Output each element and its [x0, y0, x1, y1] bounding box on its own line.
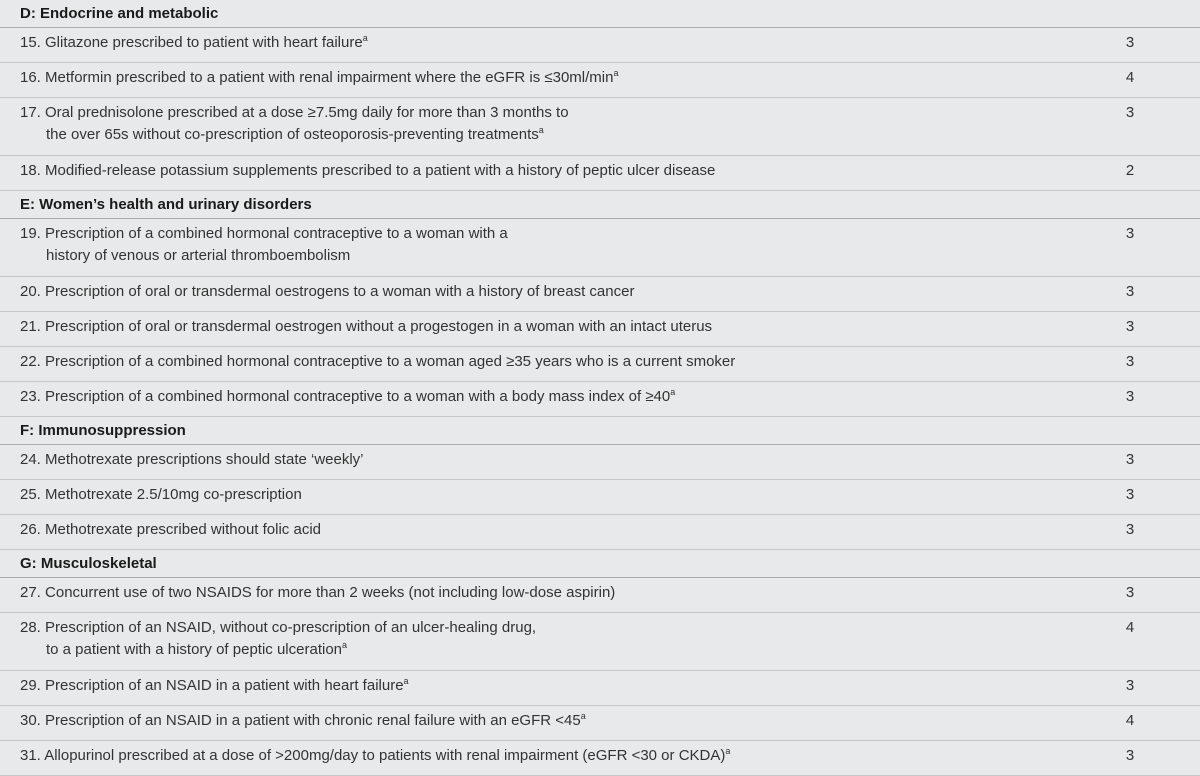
indicator-score: 3	[1125, 747, 1135, 764]
indicator-text	[0, 347, 1060, 381]
table-row	[0, 156, 1200, 191]
footnote-marker: a	[342, 640, 348, 650]
footnote-marker: a	[613, 68, 619, 78]
indicator-text	[0, 578, 1060, 612]
indicator-line: 17. Oral prednisolone prescribed at a dose ≥7.5mg daily for more than 3 months to	[20, 104, 569, 121]
indicator-score: 3	[1125, 486, 1135, 503]
indicator-text	[0, 480, 1060, 514]
indicator-text	[0, 706, 1060, 740]
table-row	[0, 671, 1200, 706]
indicator-score: 3	[1125, 283, 1135, 300]
indicator-score: 3	[1125, 451, 1135, 468]
table-row	[0, 98, 1200, 156]
indicator-score: 4	[1125, 712, 1135, 729]
indicator-line: 22. Prescription of a combined hormonal contraceptive to a woman aged ≥35 years who is a current smoker	[20, 353, 736, 370]
indicator-line: 18. Modified-release potassium supplements prescribed to a patient with a history of peptic ulcer disease	[20, 162, 716, 179]
indicator-score: 3	[1125, 521, 1135, 538]
section-header: F: Immunosuppression	[0, 417, 1200, 445]
indicator-line-wrap	[20, 245, 1060, 267]
table-row	[0, 445, 1200, 480]
indicator-score: 3	[1125, 34, 1135, 51]
table-row	[0, 347, 1200, 382]
indicator-score: 3	[1125, 225, 1135, 242]
indicator-line: history of venous or arterial thromboembolism	[46, 247, 351, 264]
indicator-line: 28. Prescription of an NSAID, without co-prescription of an ulcer-healing drug,	[20, 619, 537, 636]
indicator-score: 3	[1125, 388, 1135, 405]
table-row	[0, 578, 1200, 613]
table-row	[0, 741, 1200, 776]
footnote-marker: a	[580, 711, 586, 721]
indicator-line: 24. Methotrexate prescriptions should state ‘weekly’	[20, 451, 364, 468]
indicator-line: 25. Methotrexate 2.5/10mg co-prescription	[20, 486, 302, 503]
footnote-marker: a	[362, 33, 368, 43]
indicator-line: 26. Methotrexate prescribed without folic acid	[20, 521, 321, 538]
indicator-line-wrap	[20, 639, 1060, 661]
indicator-text	[0, 277, 1060, 311]
section-header: G: Musculoskeletal	[0, 550, 1200, 578]
indicator-text	[0, 312, 1060, 346]
table-row	[0, 382, 1200, 417]
indicator-text	[0, 613, 1060, 670]
indicator-line: 19. Prescription of a combined hormonal contraceptive to a woman with a	[20, 225, 508, 242]
table-row	[0, 63, 1200, 98]
indicator-score: 4	[1125, 69, 1135, 86]
section-header: D: Endocrine and metabolic	[0, 0, 1200, 28]
indicator-text	[0, 63, 1060, 97]
indicator-score: 3	[1125, 318, 1135, 335]
table-row	[0, 219, 1200, 277]
indicator-line: 29. Prescription of an NSAID in a patient with heart failure	[20, 677, 404, 694]
indicator-score: 4	[1125, 619, 1135, 636]
footnote-marker: a	[725, 746, 731, 756]
indicator-line: 30. Prescription of an NSAID in a patient with chronic renal failure with an eGFR <45	[20, 712, 581, 729]
indicator-line: 15. Glitazone prescribed to patient with heart failure	[20, 34, 363, 51]
indicator-line: 23. Prescription of a combined hormonal contraceptive to a woman with a body mass index of ≥40	[20, 388, 671, 405]
indicator-score: 3	[1125, 353, 1135, 370]
indicator-line: 27. Concurrent use of two NSAIDS for more than 2 weeks (not including low-dose aspirin)	[20, 584, 616, 601]
section-header: E: Women’s health and urinary disorders	[0, 191, 1200, 219]
indicator-text	[0, 156, 1060, 190]
indicator-line: the over 65s without co-prescription of osteoporosis-preventing treatments	[46, 126, 539, 143]
indicator-line: 20. Prescription of oral or transdermal oestrogens to a woman with a history of breast cancer	[20, 283, 635, 300]
indicator-line: 16. Metformin prescribed to a patient with renal impairment where the eGFR is ≤30ml/min	[20, 69, 614, 86]
indicator-text	[0, 98, 1060, 155]
table-row	[0, 480, 1200, 515]
indicator-text	[0, 515, 1060, 549]
indicator-line-wrap	[20, 124, 1060, 146]
indicator-text	[0, 445, 1060, 479]
table-row	[0, 28, 1200, 63]
indicator-text	[0, 28, 1060, 62]
footnote-marker: a	[670, 387, 676, 397]
indicator-line: to a patient with a history of peptic ulceration	[46, 641, 343, 658]
indicator-text	[0, 671, 1060, 705]
indicator-line: 21. Prescription of oral or transdermal oestrogen without a progestogen in a woman with an intact uterus	[20, 318, 713, 335]
table-row	[0, 312, 1200, 347]
indicator-text	[0, 741, 1060, 775]
indicator-score: 3	[1125, 584, 1135, 601]
indicator-text	[0, 219, 1060, 276]
table-row	[0, 277, 1200, 312]
indicator-score: 3	[1125, 104, 1135, 121]
indicator-text	[0, 382, 1060, 416]
indicator-line: 31. Allopurinol prescribed at a dose of >200mg/day to patients with renal impairment (eGFR <30 or CKDA)	[20, 747, 726, 764]
footnote-marker: a	[403, 676, 409, 686]
indicator-score: 2	[1125, 162, 1135, 179]
table-row	[0, 706, 1200, 741]
indicator-score: 3	[1125, 677, 1135, 694]
table-row	[0, 515, 1200, 550]
table-row	[0, 613, 1200, 671]
footnote-marker: a	[538, 125, 544, 135]
